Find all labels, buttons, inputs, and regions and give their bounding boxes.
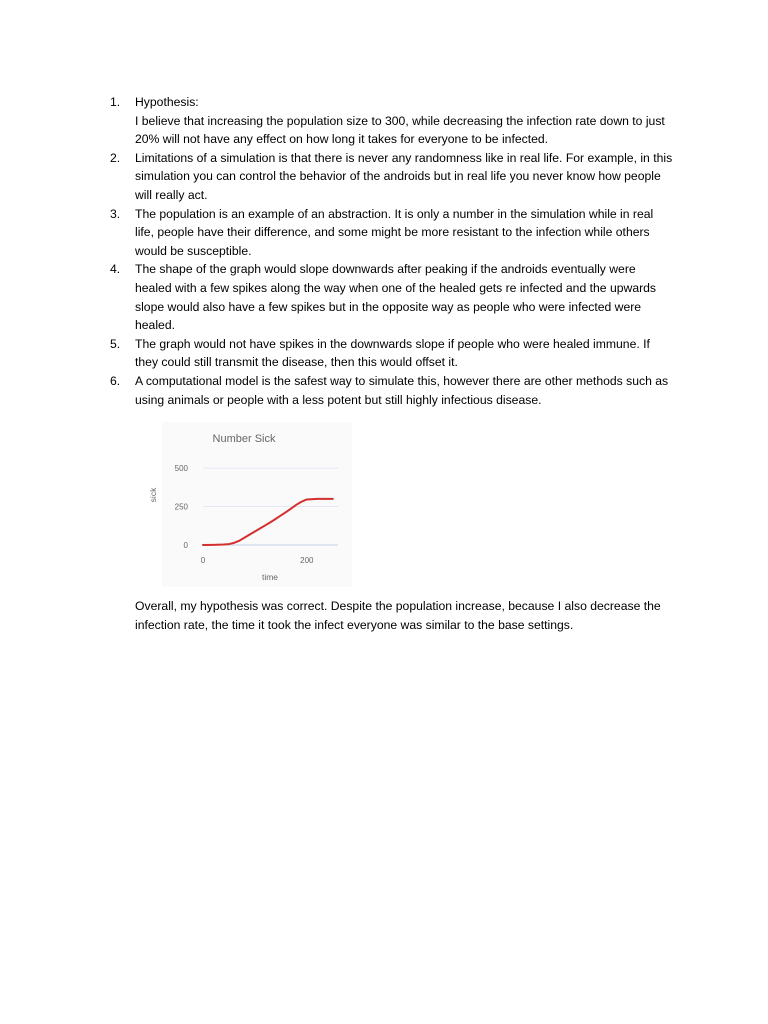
chart-title: Number Sick: [212, 433, 276, 445]
list-item: [110, 335, 675, 372]
list-item-text: Limitations of a simulation is that there is never any randomness like in real life. For example, in this simulation you can control the behavior of the androids but in real life you never know how people will really act.: [135, 150, 673, 202]
series-line-sick: [203, 499, 333, 545]
conclusion-paragraph: Overall, my hypothesis was correct. Despite the population increase, because I also decrease the infection rate, the time it took the infect everyone was similar to the base settings.: [135, 599, 661, 632]
y-tick-label: 250: [174, 502, 188, 512]
y-tick-label: 0: [183, 541, 188, 550]
list-item: [110, 205, 675, 261]
chart-svg: [148, 422, 352, 587]
x-tick-label: 0: [200, 556, 206, 565]
list-item-text: The population is an example of an abstraction. It is only a number in the simulation while in real life, people have their difference, and some might be more resistant to the infection while others would be susceptible.: [135, 206, 654, 258]
y-axis-label: sick: [148, 487, 158, 503]
list-item: [110, 149, 675, 205]
list-item: [110, 260, 675, 334]
hypothesis-heading: Hypothesis:: [135, 95, 199, 109]
list-item-text: A computational model is the safest way to simulate this, however there are other methods such as using animals or people with a less potent but still highly infectious disease.: [135, 373, 669, 407]
list-item-text: The shape of the graph would slope downwards after peaking if the androids eventually were healed with a few spikes along the way when one of the healed gets re infected and the upwards slope would also have a few spikes but in the opposite way as people who were infected were healed.: [135, 262, 657, 333]
x-axis-label: time: [261, 572, 279, 582]
y-tick-label: 500: [174, 464, 188, 474]
list-number: 1.: [110, 95, 121, 109]
list-number: 2.: [110, 150, 121, 165]
list-number: 4.: [110, 262, 121, 277]
list-item-text: The graph would not have spikes in the downwards slope if people who were healed immune. If they could still transmit the disease, then this would offset it.: [135, 336, 650, 370]
numbered-list: [110, 93, 675, 409]
list-number: 5.: [110, 336, 121, 351]
x-tick-label: 200: [300, 556, 314, 565]
list-item: [110, 93, 675, 149]
list-item-text: I believe that increasing the population size to 300, while decreasing the infection rate down to just 20% will not have any effect on how long it takes for everyone to be infected.: [135, 113, 665, 147]
list-number: 6.: [110, 373, 121, 388]
chart-grid: [203, 468, 338, 545]
list-number: 3.: [110, 206, 121, 221]
list-item: [110, 372, 675, 409]
chart-ticks: [175, 464, 314, 565]
number-sick-chart: [148, 422, 352, 587]
